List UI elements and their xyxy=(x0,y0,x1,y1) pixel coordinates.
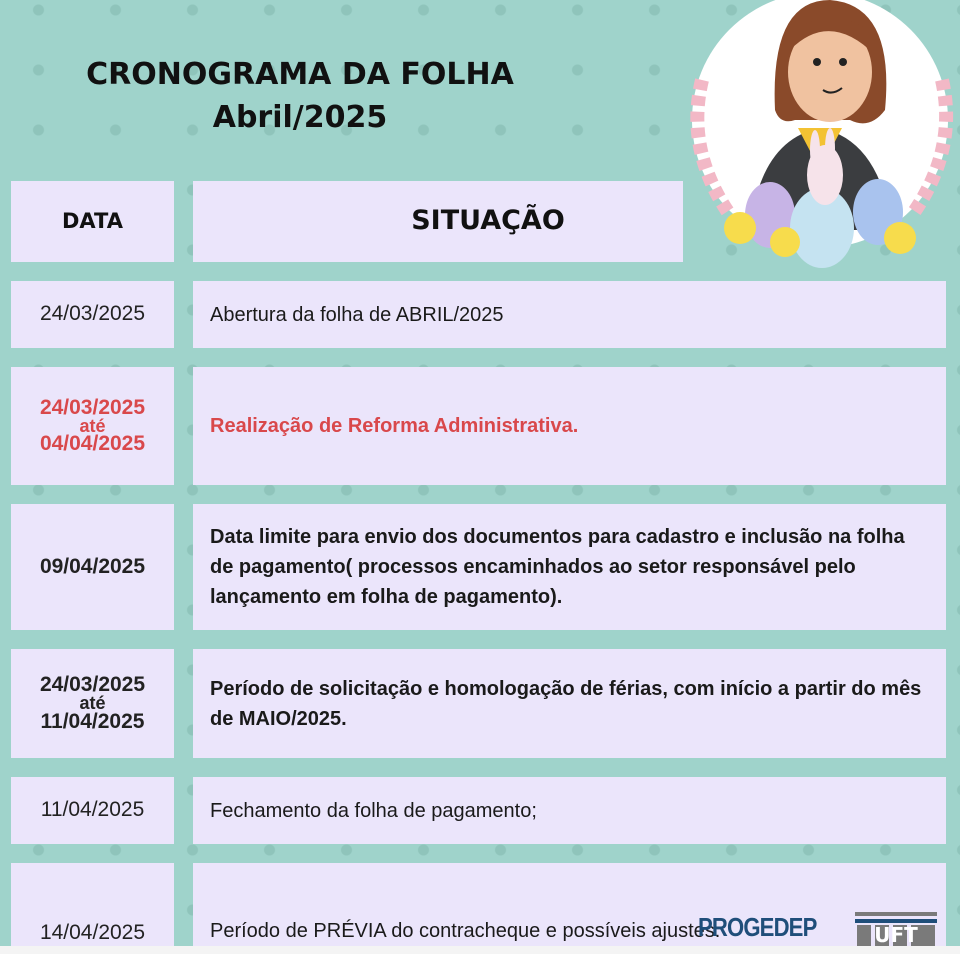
row-description: Data limite para envio dos documentos para cadastro e inclusão na folha de pagamento( processos encaminhados ao setor responsável pelo lançamento em folha de pagamento). xyxy=(210,526,905,608)
row-description: Realização de Reforma Administrativa. xyxy=(210,415,579,437)
row-date-separator: até xyxy=(79,693,106,714)
table-row-3-description xyxy=(193,504,946,630)
row-date-separator: até xyxy=(79,415,106,436)
woman-easter-illustration-icon xyxy=(680,0,960,275)
table-row-3-date xyxy=(11,504,174,630)
progedep-logo-text: PROGEDEP xyxy=(698,912,817,942)
bottom-strip xyxy=(0,946,960,954)
column-header-date xyxy=(11,181,174,262)
column-header-date-label: DATA xyxy=(61,209,123,234)
row-date: 11/04/2025 xyxy=(40,798,145,822)
column-header-situacao-label: SITUAÇÃO xyxy=(411,205,565,237)
row-date: 24/03/2025 xyxy=(39,302,146,326)
title-line-2: Abril/2025 xyxy=(212,100,388,135)
progedep-logo xyxy=(698,912,837,943)
row-date-start: 24/03/2025 xyxy=(39,673,146,697)
row-description: Período de PRÉVIA do contracheque e possíveis ajustes. xyxy=(210,920,721,942)
table-row-5-description xyxy=(193,777,946,844)
table-row-1-description xyxy=(193,281,946,348)
table-row-4-description xyxy=(193,649,946,758)
row-description: Fechamento da folha de pagamento; xyxy=(210,799,537,822)
uft-logo-icon xyxy=(855,912,937,946)
row-date-end: 04/04/2025 xyxy=(39,432,146,456)
row-date: 14/04/2025 xyxy=(39,920,146,944)
page-title xyxy=(40,55,560,137)
row-date-start: 24/03/2025 xyxy=(39,395,146,419)
row-description: Período de solicitação e homologação de férias, com início a partir do mês de MAIO/2025. xyxy=(210,677,922,730)
table-row-2-date xyxy=(11,367,174,485)
table-row-1-date xyxy=(11,281,174,348)
column-header-situacao xyxy=(193,181,683,262)
title-line-1: CRONOGRAMA DA FOLHA xyxy=(86,57,514,92)
table-row-4-date xyxy=(11,649,174,758)
row-description: Abertura da folha de ABRIL/2025 xyxy=(210,303,504,326)
table-row-2-description xyxy=(193,367,946,485)
table-row-5-date xyxy=(11,777,174,844)
row-date: 09/04/2025 xyxy=(39,554,146,578)
row-date-end: 11/04/2025 xyxy=(40,709,145,733)
table-row-6-date xyxy=(11,863,174,954)
svg-text:UFT: UFT xyxy=(874,923,918,946)
